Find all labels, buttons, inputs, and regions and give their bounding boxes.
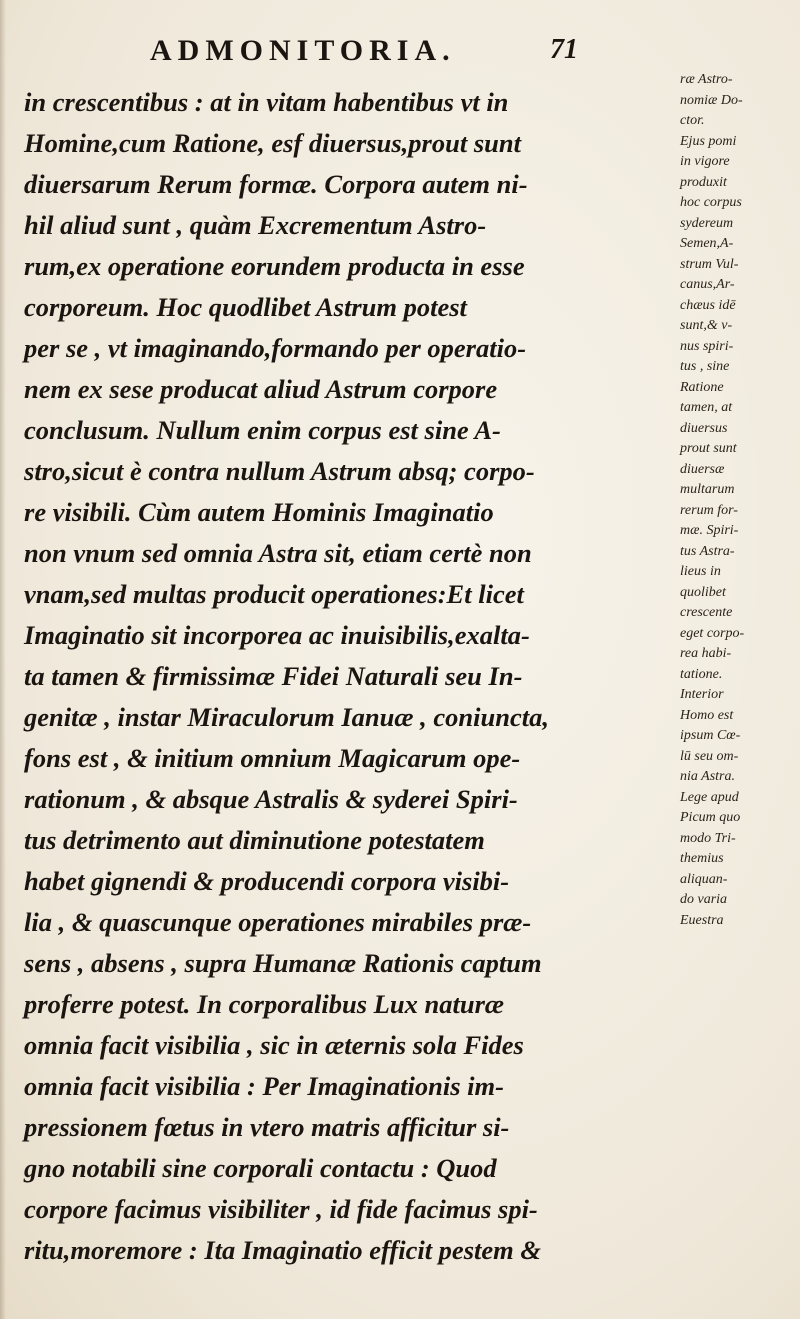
text-line: hil aliud sunt , quàm Excrementum Astro- xyxy=(24,210,487,240)
margin-note-line: Ratione xyxy=(680,379,724,395)
text-line: ritu,moremore : Ita Imaginatio efficit pestem & xyxy=(24,1235,541,1265)
text-line: Imaginatio sit incorporea ac inuisibilis,exalta- xyxy=(24,620,530,650)
text-line: corpore facimus visibiliter , id fide facimus spi- xyxy=(24,1194,538,1224)
margin-note-line: nia Astra. xyxy=(680,769,735,784)
text-line: tus detrimento aut diminutione potestatem xyxy=(24,825,485,855)
text-line: omnia facit visibilia , sic in æternis sola Fides xyxy=(24,1030,524,1060)
margin-note-line: Interior xyxy=(680,687,724,702)
main-text-column xyxy=(24,82,684,1271)
margin-note-line: tus , sine xyxy=(680,359,730,374)
running-title: ADMONITORIA. xyxy=(150,34,456,67)
margin-note-line: Picum quo xyxy=(680,810,741,825)
margin-note-line: ctor. xyxy=(680,113,705,128)
marginal-notes-column xyxy=(680,70,798,931)
margin-note-line: crescente xyxy=(680,605,733,620)
margin-note-line: in vigore xyxy=(680,154,730,169)
margin-note-line: ipsum Cœ- xyxy=(680,728,741,743)
text-line: fons est , & initium omnium Magicarum ope- xyxy=(24,743,521,773)
text-line: lia , & quascunque operationes mirabiles præ- xyxy=(24,907,532,937)
text-line: conclusum. Nullum enim corpus est sine A- xyxy=(24,415,501,445)
text-line: in crescentibus : at in vitam habentibus vt in xyxy=(24,87,509,117)
margin-note-line: nus spiri- xyxy=(680,338,734,354)
margin-note-line: diuersus xyxy=(680,420,728,436)
margin-note-line: rerum for- xyxy=(680,502,738,518)
margin-note-line: lieus in xyxy=(680,564,721,579)
text-line: ta tamen & firmissimæ Fidei Naturali seu In- xyxy=(24,661,523,691)
margin-note-line: sunt,& v- xyxy=(680,318,733,333)
margin-note-line: strum Vul- xyxy=(680,256,739,272)
margin-note-line: nomiæ Do- xyxy=(680,92,743,108)
margin-note-line: multarum xyxy=(680,482,735,497)
text-line: gno notabili sine corporali contactu : Quod xyxy=(24,1153,497,1183)
text-line: corporeum. Hoc quodlibet Astrum potest xyxy=(24,292,467,322)
text-line: proferre potest. In corporalibus Lux naturæ xyxy=(24,989,505,1019)
margin-note-line: rea habi- xyxy=(680,646,732,661)
text-line: non vnum sed omnia Astra sit, etiam certè non xyxy=(24,538,532,568)
margin-note-line: canus,Ar- xyxy=(680,277,735,292)
page-header xyxy=(150,34,710,74)
margin-note-line: diuersæ xyxy=(680,461,725,477)
text-line: habet gignendi & producendi corpora visibi- xyxy=(24,866,510,896)
text-line: sens , absens , supra Humanæ Rationis captum xyxy=(24,948,542,978)
text-line: re visibili. Cùm autem Hominis Imaginatio xyxy=(24,497,494,527)
text-line: vnam,sed multas producit operationes:Et licet xyxy=(24,579,524,609)
margin-note-line: Ejus pomi xyxy=(680,133,737,149)
text-line: genitæ , instar Miraculorum Ianuæ , coniuncta, xyxy=(24,702,549,732)
text-line: omnia facit visibilia : Per Imaginationis im- xyxy=(24,1071,504,1101)
margin-note-line: produxit xyxy=(680,174,727,190)
margin-note-line: themius xyxy=(680,851,724,866)
margin-note-line: tatione. xyxy=(680,666,723,682)
text-line: nem ex sese producat aliud Astrum corpore xyxy=(24,374,498,404)
text-line: rum,ex operatione eorundem producta in esse xyxy=(24,251,525,281)
margin-note-line: tus Astra- xyxy=(680,543,735,559)
margin-note-line: eget corpo- xyxy=(680,625,745,641)
margin-note-line: chæus idē xyxy=(680,297,736,313)
margin-note-line: hoc corpus xyxy=(680,195,742,210)
margin-note-line: Homo est xyxy=(680,707,734,723)
margin-note-line: aliquan- xyxy=(680,871,728,887)
margin-note-line: tamen, at xyxy=(680,400,733,415)
margin-note-line: sydereum xyxy=(680,215,734,231)
margin-note-line: Semen,A- xyxy=(680,236,734,251)
text-line: pressionem fœtus in vtero matris afficitur si- xyxy=(24,1112,510,1142)
text-line: Homine,cum Ratione, esf diuersus,prout sunt xyxy=(24,128,521,158)
text-line: rationum , & absque Astralis & syderei Spiri- xyxy=(24,784,518,814)
margin-note-line: do varia xyxy=(680,892,728,907)
margin-note-line: modo Tri- xyxy=(680,830,736,846)
margin-note-line: ræ Astro- xyxy=(680,72,733,87)
margin-note-line: lū seu om- xyxy=(680,748,739,764)
margin-note-line: Euestra xyxy=(680,912,724,928)
margin-note-line: Lege apud xyxy=(680,789,739,805)
text-line: per se , vt imaginando,formando per operatio- xyxy=(24,333,527,363)
page-edge-shadow xyxy=(0,0,6,1319)
page-number: 71 xyxy=(550,34,578,65)
text-line: stro,sicut è contra nullum Astrum absq; corpo- xyxy=(24,456,535,486)
margin-note-line: mæ. Spiri- xyxy=(680,523,739,538)
margin-note-line: prout sunt xyxy=(680,441,737,456)
text-line: diuersarum Rerum formæ. Corpora autem ni- xyxy=(24,169,528,199)
margin-note-line: quolibet xyxy=(680,584,726,600)
